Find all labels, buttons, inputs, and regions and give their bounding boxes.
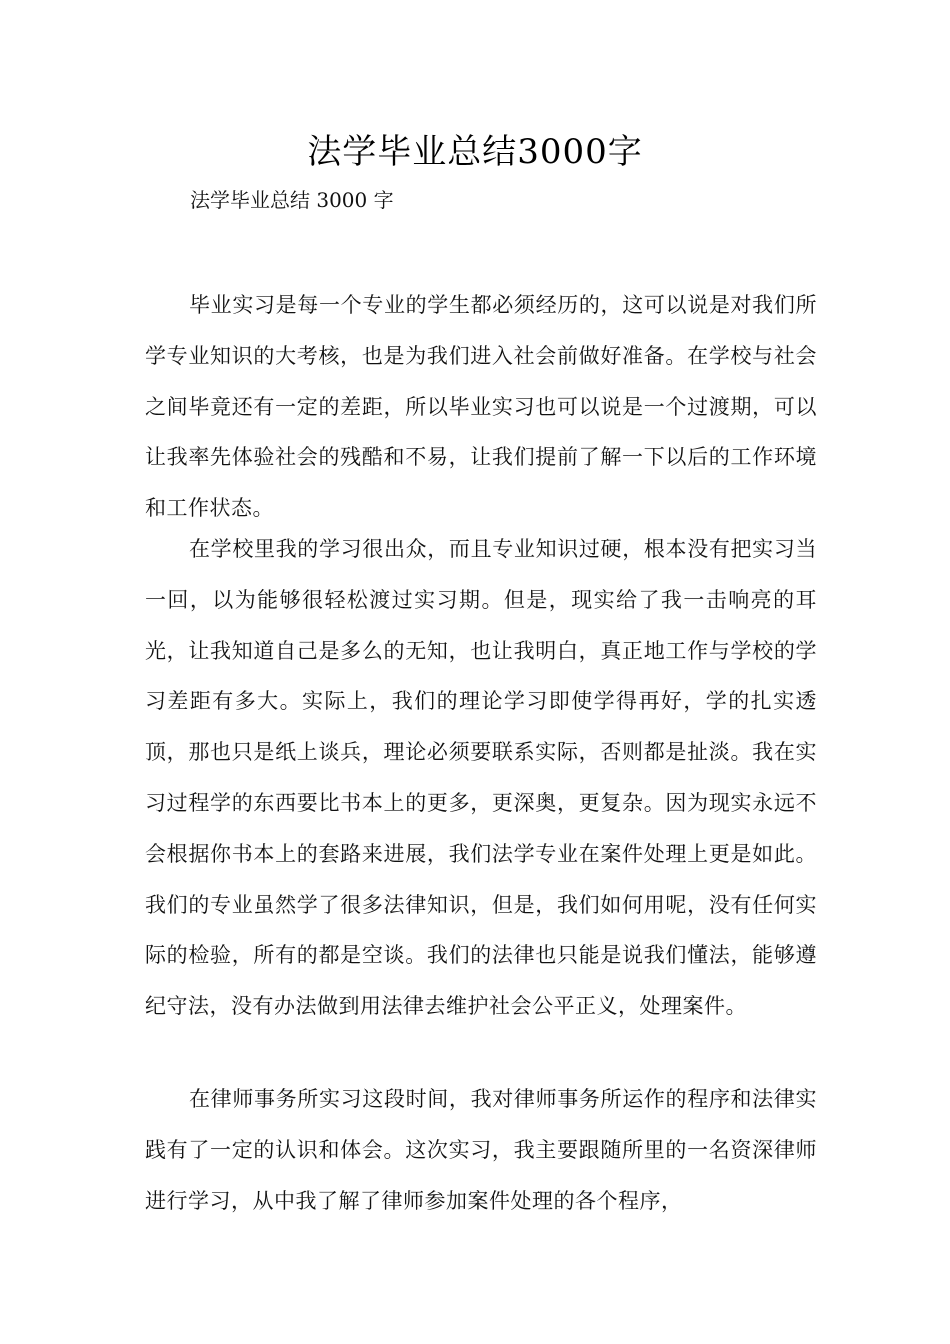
paragraph-2: 在学校里我的学习很出众，而且专业知识过硬，根本没有把实习当一回，以为能够很轻松渡过实习期。但是，现实给了我一击响亮的耳光，让我知道自己是多么的无知，也让我明白，真正地工作与学校的学习差距有多大。实际上，我们的理论学习即使学得再好，学的扎实透顶，那也只是纸上谈兵，理论必须要联系实际，否则都是扯淡。我在实习过程学的东西要比书本上的更多，更深奥，更复杂。因为现实永远不会根据你书本上的套路来进展，我们法学专业在案件处理上更是如此。我们的专业虽然学了很多法律知识，但是，我们如何用呢，没有任何实际的检验，所有的都是空谈。我们的法律也只能是说我们懂法，能够遵纪守法，没有办法做到用法律去维护社会公平正义，处理案件。 [145, 537, 817, 1019]
paragraph-1: 毕业实习是每一个专业的学生都必须经历的，这可以说是对我们所学专业知识的大考核，也是为我们进入社会前做好准备。在学校与社会之间毕竟还有一定的差距，所以毕业实习也可以说是一个过渡期，可以让我率先体验社会的残酷和不易，让我们提前了解一下以后的工作环境和工作状态。 [145, 293, 817, 521]
document-title: 法学毕业总结3000字 [307, 132, 643, 172]
paragraph-3: 在律师事务所实习这段时间，我对律师事务所运作的程序和法律实践有了一定的认识和体会。这次实习，我主要跟随所里的一名资深律师进行学习，从中我了解了律师参加案件处理的各个程序， [145, 1087, 817, 1213]
document-subtitle: 法学毕业总结 3000 字 [190, 188, 394, 212]
